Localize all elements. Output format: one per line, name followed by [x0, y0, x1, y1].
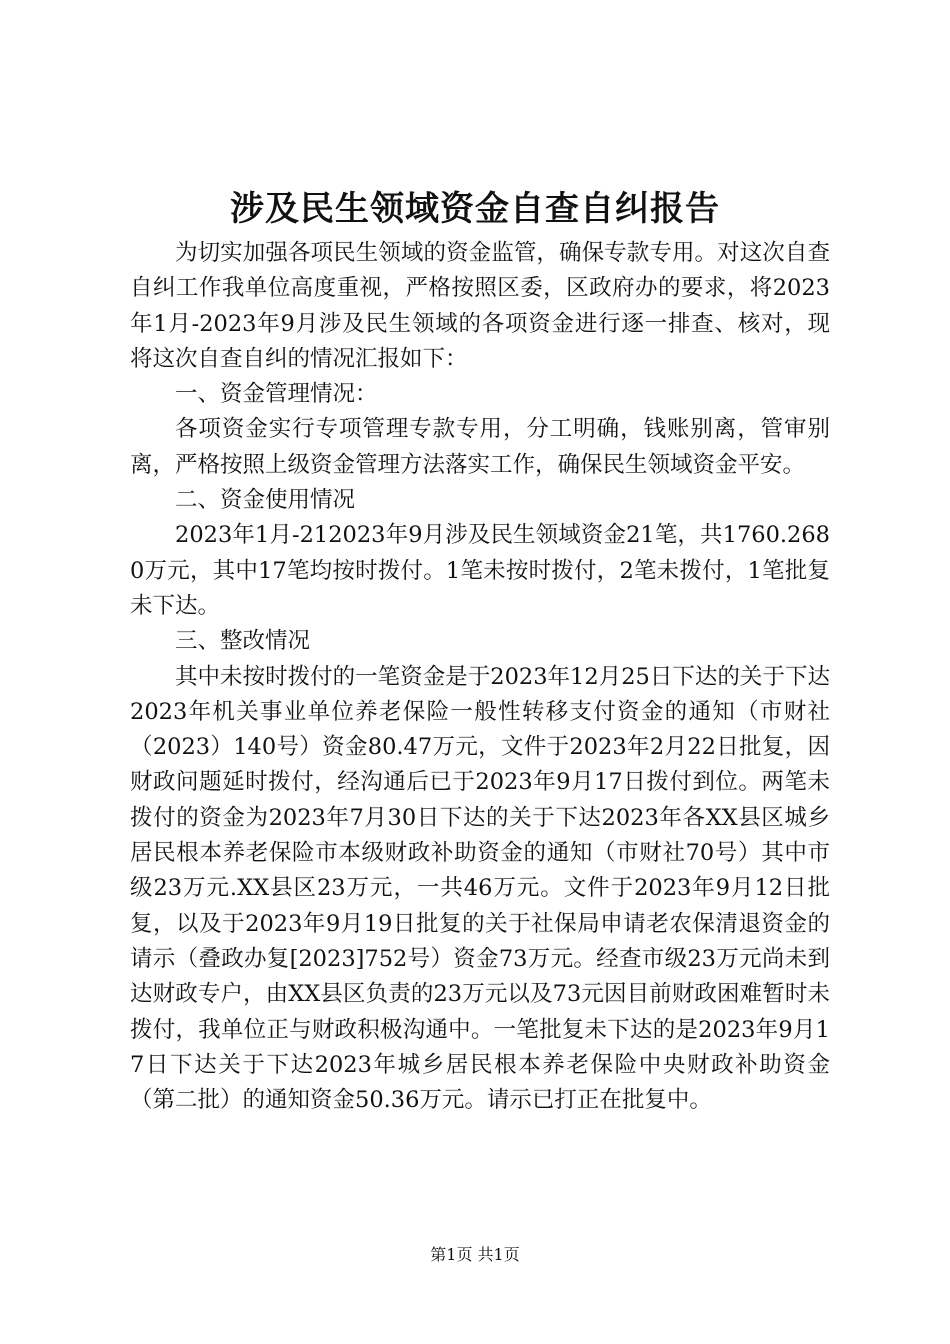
section-heading-fund-usage: 二、资金使用情况	[175, 487, 356, 514]
document-body	[130, 236, 830, 1118]
fund-management-paragraph: 各项资金实行专项管理专款专用，分工明确，钱账别离，管审别离，严格按照上级资金管理方法落实工作，确保民生领域资金平安。	[130, 416, 830, 478]
fund-usage-paragraph: 2023年1月-212023年9月涉及民生领域资金21笔，共1760.2680万元，其中17笔均按时拨付。1笔未按时拨付，2笔未拨付，1笔批复未下达。	[130, 522, 830, 619]
rectification-paragraph: 其中未按时拨付的一笔资金是于2023年12月25日下达的关于下达2023年机关事业单位养老保险一般性转移支付资金的通知（市财社（2023）140号）资金80.47万元，文件于2023年2月22日批复，因财政问题延时拨付，经沟通后已于2023年9月17日拨付到位。两笔未拨付的资金为2023年7月30日下达的关于下达2023年各XX县区城乡居民根本养老保险市本级财政补助资金的通知（市财社70号）其中市级23万元.XX县区23万元，一共46万元。文件于2023年9月12日批复，以及于2023年9月19日批复的关于社保局申请老农保清退资金的请示（叠政办复[2023]752号）资金73万元。经查市级23万元尚未到达财政专户，由XX县区负责的23万元以及73元因目前财政困难暂时未拨付，我单位正与财政积极沟通中。一笔批复未下达的是2023年9月17日下达关于下达2023年城乡居民根本养老保险中央财政补助资金（第二批）的通知资金50.36万元。请示已打正在批复中。	[130, 663, 830, 1114]
page-number-footer: 第1页 共1页	[430, 1245, 520, 1264]
page-title: 涉及民生领域资金自查自纠报告	[230, 189, 720, 229]
section-heading-rectification: 三、整改情况	[175, 628, 311, 655]
intro-paragraph: 为切实加强各项民生领域的资金监管，确保专款专用。对这次自查自纠工作我单位高度重视，严格按照区委，区政府办的要求，将2023年1月-2023年9月涉及民生领域的各项资金进行逐一排查、核对，现将这次自查自纠的情况汇报如下：	[130, 240, 830, 372]
section-heading-fund-management: 一、资金管理情况：	[175, 381, 378, 408]
